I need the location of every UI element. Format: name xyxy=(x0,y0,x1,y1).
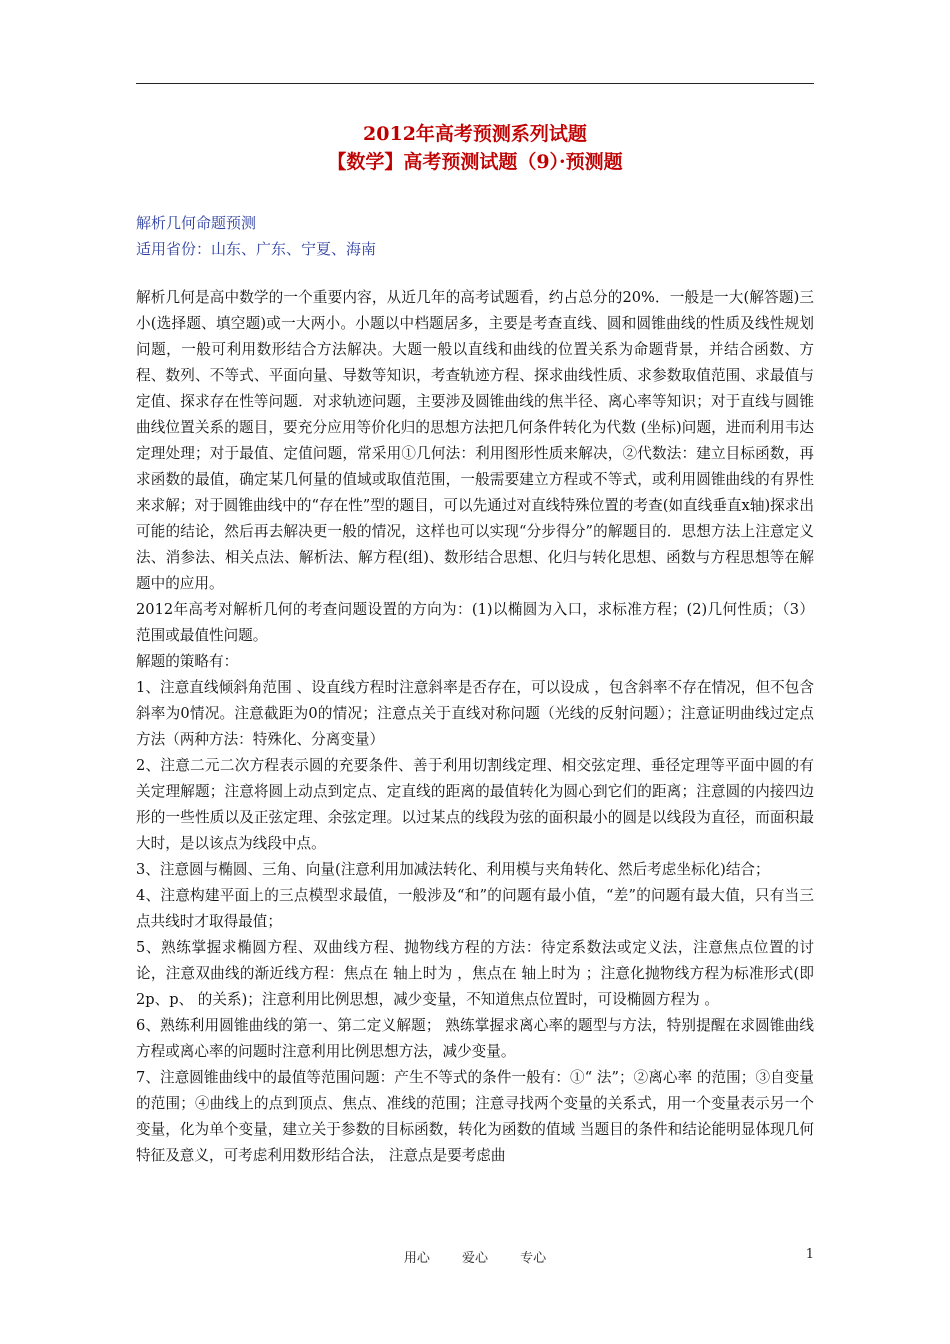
provinces-label: 适用省份：山东、广东、宁夏、海南 xyxy=(136,240,377,258)
paragraph-strategy-1: 1、注意直线倾斜角范围 、设直线方程时注意斜率是否存在，可以设成 ，包含斜率不存在情况，但不包含斜率为0情况。注意截距为0的情况；注意点关于直线对称问题（光线的反射问题）；注意证明曲线过定点方法（两种方法：特殊化、分离变量） xyxy=(136,679,814,748)
paragraph-strategy-5: 5、熟练掌握求椭圆方程、双曲线方程、抛物线方程的方法：待定系数法或定义法，注意焦点位置的讨论，注意双曲线的渐近线方程：焦点在 轴上时为 ，焦点在 轴上时为 ；注意化抛物线方程为标准形式(即2p、p、 的关系)；注意利用比例思想，减少变量，不知道焦点位置时，可设椭圆方程为 。 xyxy=(136,939,814,1008)
paragraph-2012-focus: 2012年高考对解析几何的考查问题设置的方向为：(1)以椭圆为入口，求标准方程；(2)几何性质；（3）范围或最值性问题。 xyxy=(136,601,814,644)
footer-word: 用心 xyxy=(403,1251,430,1266)
footer-word: 爱心 xyxy=(461,1251,488,1266)
header-divider xyxy=(136,83,814,84)
paragraph-strategy-heading: 解题的策略有： xyxy=(136,653,239,670)
title-line-1: 2012年高考预测系列试题 xyxy=(363,123,587,145)
document-title xyxy=(136,120,814,176)
paragraph-strategy-3: 3、注意圆与椭圆、三角、向量(注意利用加减法转化、利用模与夹角转化、然后考虑坐标化)结合； xyxy=(136,861,770,878)
page-number: 1 xyxy=(805,1247,814,1262)
footer-slogan xyxy=(136,1247,814,1266)
paragraph-strategy-7: 7、注意圆锥曲线中的最值等范围问题：产生不等式的条件一般有：①“ 法”；②离心率 的范围；③自变量 的范围；④曲线上的点到顶点、焦点、准线的范围；注意寻找两个变量的关系式，用一个变量表示另一个变量，化为单个变量，建立关于参数的目标函数，转化为函数的值域 当题目的条件和结论能明显体现几何特征及意义，可考虑利用数形结合法， 注意点是要考虑曲 xyxy=(136,1069,814,1164)
title-line-2: 【数学】高考预测试题（9）·预测题 xyxy=(327,151,623,173)
paragraph-intro: 解析几何是高中数学的一个重要内容，从近几年的高考试题看，约占总分的20%．一般是一大(解答题)三小(选择题、填空题)或一大两小。小题以中档题居多，主要是考查直线、圆和圆锥曲线的性质及线性规划问题，一般可利用数形结合方法解决。大题一般以直线和曲线的位置关系为命题背景，并结合函数、方程、数列、不等式、平面向量、导数等知识，考查轨迹方程、探求曲线性质、求参数取值范围、求最值与定值、探求存在性等问题．对求轨迹问题，主要涉及圆锥曲线的焦半径、离心率等知识；对于直线与圆锥曲线位置关系的题目，要充分应用等价化归的思想方法把几何条件转化为代数 (坐标)问题，进而利用韦达定理处理；对于最值、定值问题，常采用①几何法：利用图形性质来解决，②代数法：建立目标函数，再求函数的最值，确定某几何量的值域或取值范围，一般需要建立方程或不等式，或利用圆锥曲线的有界性来求解；对于圆锥曲线中的“存在性”型的题目，可以先通过对直线特殊位置的考查(如直线垂直x轴)探求出可能的结论，然后再去解决更一般的情况，这样也可以实现“分步得分”的解题目的．思想方法上注意定义法、消参法、相关点法、解析法、解方程(组)、数形结合思想、化归与转化思想、函数与方程思想等在解题中的应用。 xyxy=(136,289,814,592)
footer-word: 专心 xyxy=(520,1251,547,1266)
paragraph-strategy-2: 2、注意二元二次方程表示圆的充要条件、善于利用切割线定理、相交弦定理、垂径定理等平面中圆的有关定理解题；注意将圆上动点到定点、定直线的距离的最值转化为圆心到它们的距离；注意圆的内接四边形的一些性质以及正弦定理、余弦定理。以过某点的线段为弦的面积最小的圆是以线段为直径，而面积最大时，是以该点为线段中点。 xyxy=(136,757,814,852)
topic-label: 解析几何命题预测 xyxy=(136,214,257,232)
paragraph-strategy-4: 4、注意构建平面上的三点模型求最值，一般涉及“和”的问题有最小值，“差”的问题有最大值，只有当三点共线时才取得最值； xyxy=(136,887,814,930)
subject-info xyxy=(136,210,814,262)
body-text xyxy=(136,285,814,1169)
page-footer xyxy=(136,1247,814,1267)
paragraph-strategy-6: 6、熟练利用圆锥曲线的第一、第二定义解题； 熟练掌握求离心率的题型与方法，特别提醒在求圆锥曲线方程或离心率的问题时注意利用比例思想方法，减少变量。 xyxy=(136,1017,814,1060)
